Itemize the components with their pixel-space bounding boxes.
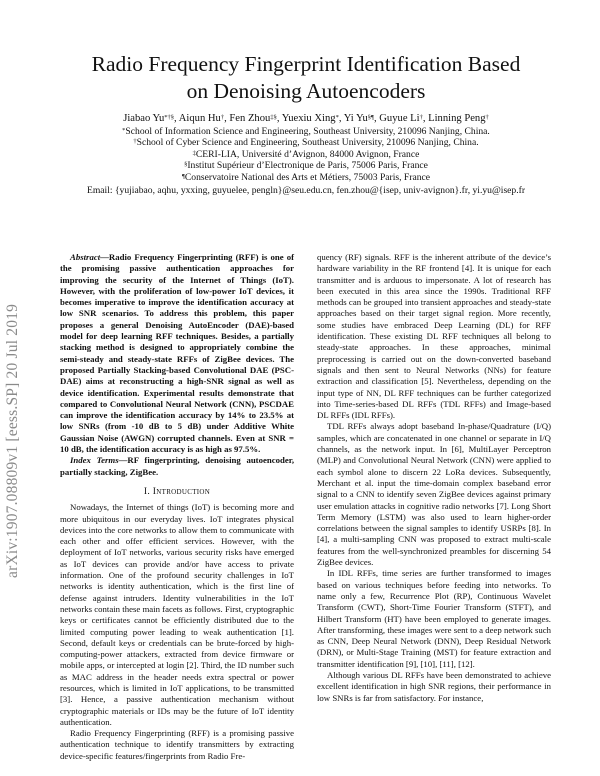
author-name: Yuexiu Xing [281,113,336,124]
affiliation [60,172,552,184]
author-name: Linning Peng [428,113,486,124]
affiliation-mark: ‡ [192,149,196,157]
paragraph: quency (RF) signals. RFF is the inherent attribute of the device’s hardware variability in the RF frontend [4]. It is unique for each transmitter and is arduous to impersonate. A lot of research has been executed in this area since the 1990s. Traditional RFF methods can be grouped into transient approaches and steady-state approaches based on their target signal region. More recently, some studies have embraced Deep Learning (DL) for RFF identification. These existing DL RFF techniques all belong to steady-state approaches. In these approaches, minimal preprocessing is carried out on the down-converted baseband signals and then sent to Neural Networks (NNs) for feature extraction and classification [5]. Nevertheless, depending on the input type of NN, DL RFF techniques can be further categorized into Time-series-based DL RFFs (TDL RFFs) and Image-based DL RFFs (IDL RFFs). [317,252,551,421]
affiliation-text: School of Cyber Science and Engineering, Southeast University, 210096 Nanjing, China. [136,137,479,149]
left-column [60,252,294,762]
paragraph: Although various DL RFFs have been demonstrated to achieve excellent identification in high SNR regions, their performance in low SNRs is far from satisfactory. For instance, [317,669,551,703]
affiliation-text: Institut Supérieur d’Electronique de Paris, 75006 Paris, France [187,160,428,172]
abstract-label: Abstract [70,252,101,262]
author-block [60,113,552,196]
affiliation [60,149,552,161]
affiliation [60,160,552,172]
affiliation-mark: * [122,126,126,134]
author-names: Jiabao Yu*†§, Aiqun Hu†, Fen Zhou‡§, Yuexiu Xing*, Yi Yu§¶, Guyue Li†, Linning Peng† [123,113,489,124]
index-terms-text: —RF fingerprinting, denoising autoencoder, partially stacking, ZigBee. [60,455,294,477]
paragraph: TDL RFFs always adopt baseband In-phase/Quadrature (I/Q) samples, which are concatenated in one channel or separate in I/Q channels, as the network input. In [6], MultiLayer Perceptron (MLP) and Convolutional Neural Network (CNN) were applied to each symbol alone to discern 22 LoRa devices. Subsequently, Merchant et al. input the time-domain complex baseband error signal to a CNN to identify seven ZigBee devices against primary user emulation attacks in cognitive radio networks [7]. Long Short Term Memory (LSTM) was also used to learn higher-order correlations between the signal samples to identify USRPs [8]. In [4], a multi-sampling CNN was proposed to extract multi-scale features from the well-synchronized preambles for discerning 54 ZigBee devices. [317,421,551,568]
affiliation-mark: § [184,161,188,169]
paragraph: Radio Frequency Fingerprinting (RFF) is a promising passive authentication technique to identify transmitters by extracting device-specific features/fingerprints from Radio Fre- [60,728,294,761]
affiliation [60,137,552,149]
abstract [60,252,294,455]
affiliation-text: CERI-LIA, Université d’Avignon, 84000 Avignon, France [195,148,420,160]
author-mark: ‡§ [270,114,277,121]
arxiv-stamp[interactable]: arXiv:1907.08809v1 [eess.SP] 20 Jul 2019 [4,303,21,578]
author-name: Yi Yu [343,113,368,124]
affiliation-mark: ¶ [181,172,185,180]
author-mark: † [485,114,489,121]
affiliation-mark: † [133,138,137,146]
title-line-2: on Denoising Autoencoders [186,79,426,103]
paragraph: In IDL RFFs, time series are further transformed to images based on various techniques before feeding into networks. To name only a few, Recurrence Plot (RP), Continuous Wavelet Transform (CWT), Short-Time Fourier Transform (STFT), and Hilbert Transform (HT) have been employed to generate images. After transforming, these images were sent to a deep network such as CNN, Deep Neural Network (DNN), Deep Residual Network (DRN), or Multi-Stage Training (MST) for feature extraction and transmitter identification [9], [10], [11], [12]. [317,568,551,669]
index-terms [60,455,294,478]
right-column [317,252,551,704]
index-terms-label: Index Terms [70,455,119,466]
paragraph: Nowadays, the Internet of things (IoT) is becoming more and more ubiquitous in our everyday lives. IoT integrates physical devices into the core networks to allow them to communicate with each other and offer efficient services. However, with the deployment of IoT networks, various security risks have emerged as IoT devices can provide and/or have access to private information. One of the profound security challenges in IoT networks is identity authentication, which is the first line of defense against intruders. Identity vulnerabilities in the IoT networks contain these main facets as follows. First, cryptographic keys or certificates cannot be efficiently distributed due to the limited computing power leading to weak authentication [1]. Second, default keys or credentials can be brute-forced by high-computing-power attackers, extracted from device firmware or mobile apps, or intercepted at login [2]. Third, the ID number such as MAC address in the header needs extra spectral or power resources, which is limited in IoT applications, to be transmitted [3]. Hence, a passive authentication mechanism without cryptographic materials or IDs may be the future of IoT identity authentication. [60,502,294,727]
author-name: Guyue Li [379,113,420,124]
email-line[interactable]: Email: {yujiabao, aqhu, yxxing, guyuelee, pengln}@seu.edu.cn, fen.zhou@{isep, univ-avignon}.fr, yi.yu@isep.fr [86,184,526,196]
author-name: Jiabao Yu [123,113,165,124]
title-line-1: Radio Frequency Fingerprint Identification Based [91,52,521,76]
author-mark: * [335,114,339,121]
abstract-text: —Radio Frequency Fingerprinting (RFF) is one of the promising passive authentication approaches for improving the security of the Internet of Things (IoT). However, with the proliferation of low-power IoT devices, it becomes imperative to improve the identification accuracy at low SNR scenarios. To address this problem, this paper proposes a general Denoising AutoEncoder (DAE)-based model for deep learning RFF techniques. Besides, a partially stacking method is designed to appropriately combine the semi-steady and steady-state RFFs of ZigBee devices. The proposed Partially Stacking-based Convolutional DAE (PSC-DAE) aims at reconstructing a high-SNR signal as well as device identification. Experimental results demonstrate that compared to Convolutional Neural Network (CNN), PSCDAE can improve the identification accuracy by 14% to 23.5% at low SNRs (from -10 dB to 5 dB) under Additive White Gaussian Noise (AWGN) corrupted channels. Even at SNR = 10 dB, the identification accuracy is as high as 97.5%. [60,252,294,455]
author-mark: *†§ [164,114,175,121]
author-name: Fen Zhou [229,113,271,124]
section-heading-introduction: I. Introduction [143,485,211,497]
affiliation [60,126,552,138]
author-name: Aiqun Hu [178,113,221,124]
affiliation-text: School of Information Science and Engineering, Southeast University, 210096 Nanjing, China. [125,125,490,137]
author-mark: §¶ [367,114,374,121]
paper-title [60,51,552,105]
author-mark: † [220,114,225,121]
author-mark: † [419,114,423,121]
affiliation-text: Conservatoire National des Arts et Métiers, 75003 Paris, France [184,171,431,183]
